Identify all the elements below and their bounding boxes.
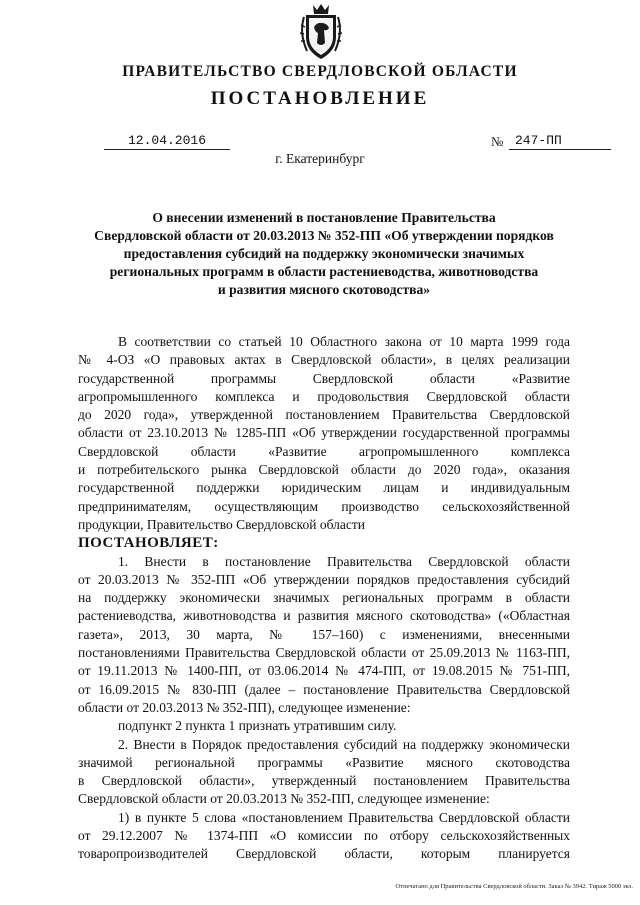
body-line: до 2020 года», утвержденной постановлением Правительства Свердловской	[78, 407, 570, 423]
body-line: от 29.12.2007 № 1374-ПП «О комиссии по отбору сельскохозяйственных	[78, 828, 570, 844]
body-line: на поддержку экономически значимых региональных программ в области	[78, 590, 570, 606]
body-line: растениеводства, животноводства и развития мясного скотоводства» («Областная	[78, 608, 570, 624]
body-line: 2. Внести в Порядок предоставления субсидий на поддержку экономически	[118, 736, 570, 752]
resolution-heading: ПОСТАНОВЛЯЕТ:	[78, 535, 219, 552]
body-line: В соответствии со статьей 10 Областного закона от 10 марта 1999 года	[118, 334, 570, 349]
title-line: и развития мясного скотоводства»	[217, 282, 431, 297]
document-type: ПОСТАНОВЛЕНИЕ	[210, 88, 430, 109]
body-line: от 20.03.2013 № 352-ПП «Об утверждении порядков предоставления субсидий	[78, 571, 570, 587]
body-line: газета», 2013, 30 марта, № 157–160) с изменениями, внесенными	[78, 626, 570, 642]
body-line: в Свердловской области», утвержденный постановлением Правительства	[78, 773, 570, 789]
document-number: 247-ПП	[509, 133, 611, 150]
body-line: и потребительского рынка Свердловской области до 2020 года», оказания	[78, 462, 570, 478]
body-line: № 4-ОЗ «О правовых актах в Свердловской области», в целях реализации	[78, 352, 570, 368]
city: г. Екатеринбург	[275, 151, 365, 166]
document-date: 12.04.2016	[104, 133, 230, 150]
print-footer: Отпечатано для Правительства Свердловской области. Заказ № 3942. Тираж 5000 экз.	[395, 883, 633, 890]
body-line: Свердловской области от 20.03.2013 № 352-ПП, следующее изменение:	[78, 791, 490, 807]
title-line: региональных программ в области растениеводства, животноводства	[109, 264, 539, 279]
body-line: агропромышленного комплекса и продовольствия Свердловской области	[78, 388, 570, 404]
coat-of-arms-icon	[297, 3, 345, 61]
body-line: подпункт 2 пункта 1 признать утратившим силу.	[118, 718, 397, 734]
title-line: предоставления субсидий на поддержку экономически значимых	[123, 246, 525, 261]
document-title	[78, 209, 570, 299]
body-line: государственной программы Свердловской области «Развитие	[78, 370, 570, 386]
body-line: 1) в пункте 5 слова «постановлением Правительства Свердловской области	[118, 809, 570, 825]
title-line: О внесении изменений в постановление Правительства	[152, 210, 496, 225]
body-line: государственной поддержки юридическим лицам и индивидуальным	[78, 480, 570, 496]
body-line: продукции, Правительство Свердловской области	[78, 516, 365, 532]
body-line: области от 23.10.2013 № 1285-ПП «Об утверждении государственной программы	[78, 425, 570, 441]
body-line: предпринимателям, осуществляющим производство сельскохозяйственной	[78, 498, 570, 514]
organization-name: ПРАВИТЕЛЬСТВО СВЕРДЛОВСКОЙ ОБЛАСТИ	[122, 63, 518, 80]
body-line: 1. Внести в постановление Правительства Свердловской области	[118, 553, 570, 569]
body-line: от 19.11.2013 № 1400-ПП, от 03.06.2014 № 474-ПП, от 19.08.2015 № 751-ПП,	[78, 663, 570, 679]
body-line: области от 20.03.2013 № 352-ПП), следующее изменение:	[78, 699, 411, 715]
body-line: Свердловской области «Развитие агропромышленного комплекса	[78, 443, 570, 459]
document-body	[78, 333, 570, 864]
body-line: от 16.09.2015 № 830-ПП (далее – постановление Правительства Свердловской	[78, 681, 570, 697]
body-line: постановлениями Правительства Свердловской области от 25.09.2013 № 1163-ПП,	[78, 645, 570, 661]
number-sign: №	[491, 134, 504, 149]
body-line: значимой региональной программы «Развитие мясного скотоводства	[78, 754, 570, 770]
title-line: Свердловской области от 20.03.2013 № 352-ПП «Об утверждении порядков	[94, 228, 554, 243]
body-line: товаропроизводителей Свердловской области, которым планируется	[78, 846, 570, 862]
